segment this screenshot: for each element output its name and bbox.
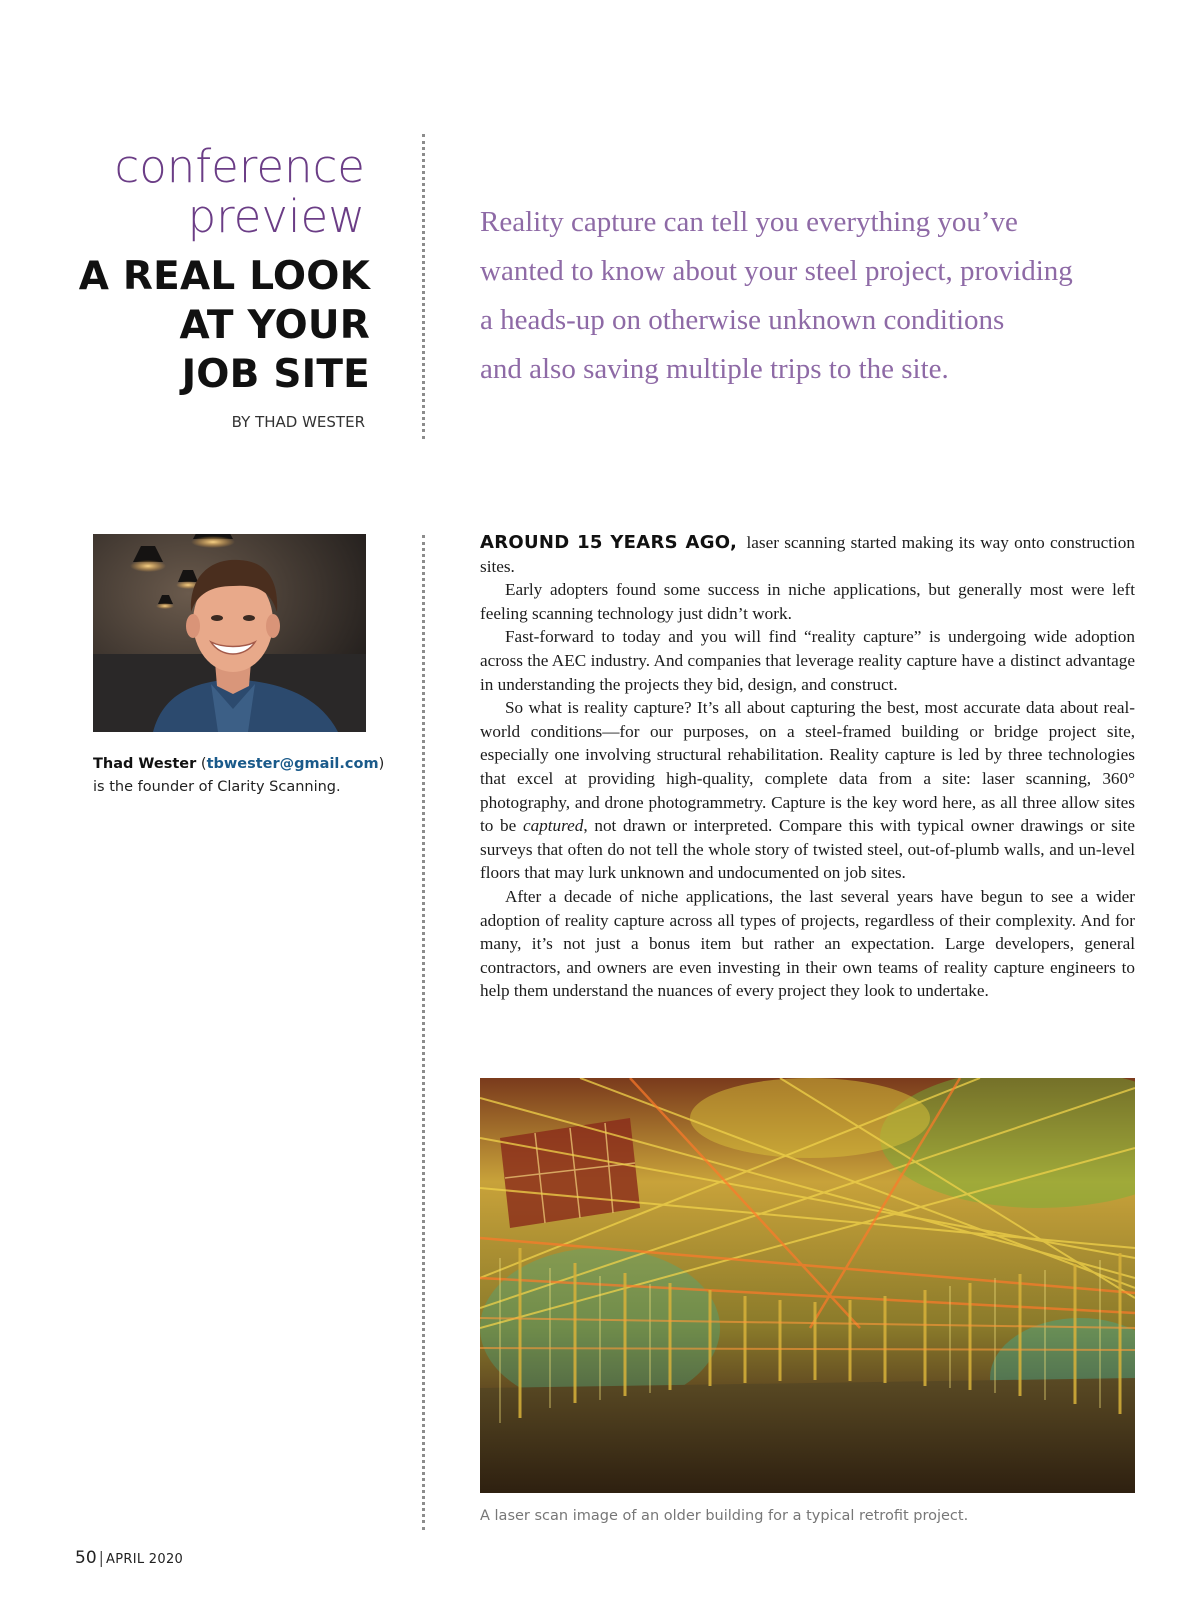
body-paragraph-1-text: laser scanning started making its way onto construction sites. [480,533,1135,576]
page-folio [75,1548,183,1568]
deck-line-1: Reality capture can tell you everything you’ve [480,206,1018,238]
lead-in: AROUND 15 YEARS AGO, [480,532,738,553]
deck-line-3: a heads-up on otherwise unknown conditions [480,304,1005,336]
headline-line-2: AT YOUR [179,303,370,348]
body-paragraph-4-emphasis: captured [522,816,584,836]
issue-date: APRIL 2020 [106,1552,184,1567]
deck-line-4: and also saving multiple trips to the site. [480,353,949,385]
body-paragraph-5: After a decade of niche applications, the last several years have begun to see a wider adoption of reality capture across all types of projects, regardless of their complexity. And for many, it’s not just a bonus item but rather an expectation. Large developers, general contractors, and owners are even investing in their own teams of reality capture engineers to help them understand the nuances of every project they look to undertake. [480,886,1135,1001]
deck-line-2: wanted to know about your steel project, providing [480,255,1073,287]
body-dotted-divider [422,535,425,1530]
body-paragraph-4 [480,696,1135,885]
article-deck [480,198,1150,394]
section-label-line-1: conference [114,140,365,193]
author-open-paren: ( [196,756,207,772]
author-photo [93,534,366,732]
headline-line-1: A REAL LOOK [78,254,370,299]
author-email-link[interactable]: tbwester@gmail.com [206,756,379,772]
author-bio: is the founder of Clarity Scanning. [93,779,341,795]
article-headline [10,252,370,399]
body-paragraph-2: Early adopters found some success in niche applications, but generally most were left feeling scanning technology just didn’t work. [480,580,1135,623]
figure-caption: A laser scan image of an older building for a typical retrofit project. [480,1508,969,1524]
headline-line-3: JOB SITE [181,352,370,397]
author-note [93,753,393,799]
section-label [25,142,365,242]
body-paragraph-3: Fast-forward to today and you will find “reality capture” is undergoing wide adoption across the AEC industry. And companies that leverage reality capture have a distinct advantage in understanding the projects they bid, design, and construct. [480,627,1135,694]
byline: BY THAD WESTER [231,413,365,431]
body-paragraph-1 [480,531,1135,578]
article-body [480,531,1135,1003]
body-paragraph-4-a: So what is reality capture? It’s all about capturing the best, most accurate data about real-world conditions—for our purposes, on a steel-framed building or bridge project site, especially one involving structural rehabilitation. Reality capture is led by three technologies that excel at providing high-quality, complete data from a site: laser scanning, 360° photography, and drone photogrammetry. Capture is the key word here, as all three allow sites to be [480,698,1135,836]
laser-scan-image [480,1078,1135,1493]
top-dotted-divider [422,134,425,439]
folio-separator: | [98,1548,105,1567]
body-paragraph-4-b: , not drawn or interpreted. Compare this with typical owner drawings or site surveys that often do not tell the whole story of twisted steel, out-of-plumb walls, and un-level floors that may lurk unknown and undocumented on job sites. [480,816,1136,883]
author-name: Thad Wester [93,756,197,772]
page-number: 50 [75,1548,97,1568]
section-label-line-2: preview [187,190,365,243]
author-close-paren: ) [378,756,385,772]
